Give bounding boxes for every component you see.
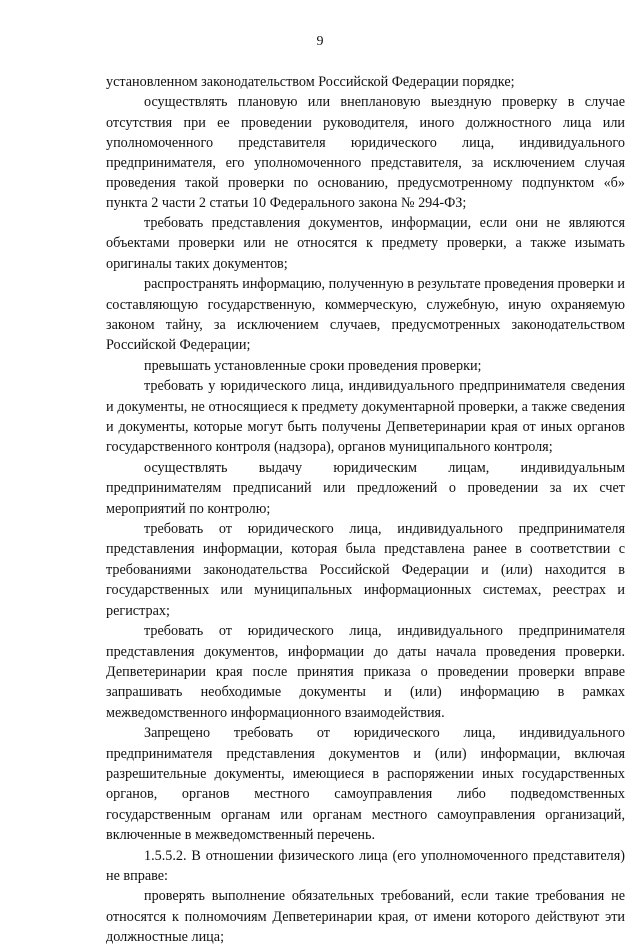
paragraph-8: требовать от юридического лица, индивидуального предпринимателя представления информации, которая была представлена ранее в соответствии с требованиями законодательства Российской Федерации и (или) находится в государственных или муниципальных информационных системах, реестрах и регистрах; — [106, 521, 625, 619]
paragraph-6: требовать у юридического лица, индивидуального предпринимателя сведения и документы, не относящиеся к предмету документарной проверки, а также сведения и документы, которые могут быть получены Депветеринарии края от иных органов государственного контроля (надзора), органов муниципального контроля; — [106, 378, 625, 456]
document-body — [106, 72, 625, 948]
page-number: 9 — [316, 34, 324, 49]
paragraph-4: распространять информацию, полученную в результате проведения проверки и составляющую государственную, коммерческую, служебную, иную охраняемую законом тайну, за исключением случаев, предусмотренных законодательством Российской Федерации; — [106, 276, 625, 354]
paragraph-3: требовать представления документов, информации, если они не являются объектами проверки или не относятся к предмету проверки, а также изымать оригиналы таких документов; — [106, 214, 625, 272]
paragraph-2: осуществлять плановую или внеплановую выездную проверку в случае отсутствия при ее проведении руководителя, иного должностного лица или уполномоченного представителя юридического лица, индивидуального предпринимателя, его уполномоченного представителя, за исключением случая проведения такой проверки по основанию, предусмотренному подпунктом «б» пункта 2 части 2 статьи 10 Федерального закона № 294-ФЗ; — [106, 94, 625, 211]
paragraph-12: проверять выполнение обязательных требований, если такие требования не относятся к полномочиям Депветеринарии края, от имени которого действуют эти должностные лица; — [106, 888, 625, 946]
paragraph-11: 1.5.5.2. В отношении физического лица (его уполномоченного представителя) не вправе: — [106, 847, 625, 884]
paragraph-10: Запрещено требовать от юридического лица, индивидуального предпринимателя представления документов и (или) информации, включая разрешительные документы, имеющиеся в распоряжении иных государственных органов, органов местного самоуправления либо подведомственных государственным органам или органам местного самоуправления организаций, включенные в межведомственный перечень. — [106, 725, 625, 844]
paragraph-1: установленном законодательством Российской Федерации порядке; — [106, 74, 515, 90]
paragraph-5: превышать установленные сроки проведения проверки; — [144, 357, 482, 374]
paragraph-7: осуществлять выдачу юридическим лицам, индивидуальным предпринимателям предписаний или предложений о проведении за их счет мероприятий по контролю; — [106, 459, 625, 517]
paragraph-9: требовать от юридического лица, индивидуального предпринимателя представления документов, информации до даты начала проведения проверки. Депветеринарии края после принятия приказа о проведении проверки вправе запрашивать необходимые документы и (или) информацию в рамках межведомственного информационного взаимодействия. — [106, 623, 625, 721]
